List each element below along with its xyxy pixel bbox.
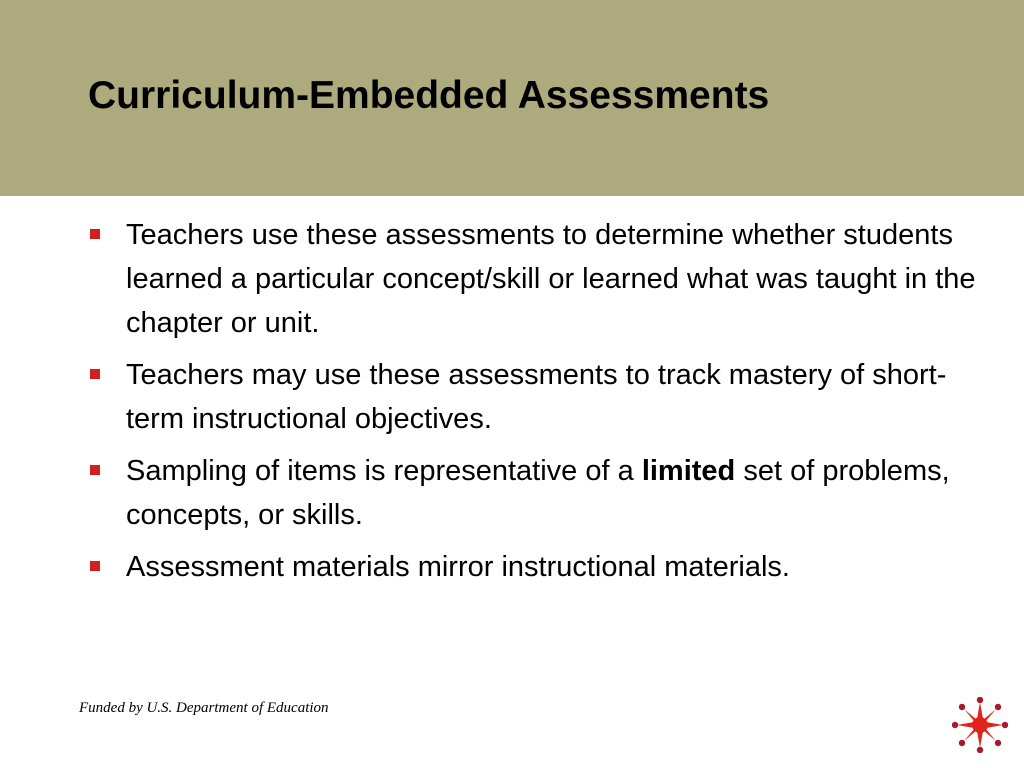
red-square-bullet-icon (90, 369, 100, 379)
bullet-list (90, 213, 990, 597)
bullet-item (90, 213, 990, 345)
red-square-bullet-icon (90, 561, 100, 571)
bullet-bold-text: limited (641, 455, 736, 487)
bullet-text (126, 545, 990, 589)
slide-title: Curriculum-Embedded Assessments (88, 74, 770, 117)
bullet-text (126, 213, 990, 345)
red-square-bullet-icon (90, 465, 100, 475)
bullet-text-part: Assessment materials mirror instructional materials. (126, 551, 790, 583)
bullet-item (90, 449, 990, 537)
red-square-bullet-icon (90, 229, 100, 239)
bullet-text-part: set of problems, concepts, or skills. (126, 455, 950, 531)
bullet-text (126, 449, 990, 537)
bullet-item (90, 545, 990, 589)
footer-credit: Funded by U.S. Department of Education (79, 700, 329, 716)
bullet-text-part: Teachers may use these assessments to track mastery of short-term instructional objectives. (126, 359, 947, 435)
bullet-text (126, 353, 990, 441)
logo-center (972, 717, 988, 733)
bullet-text-part: Sampling of items is representative of a (126, 455, 642, 487)
bullet-item (90, 353, 990, 441)
bullet-text-part: Teachers use these assessments to determine whether students learned a particular concept/skill or learned what was taught in the chapter or unit. (126, 219, 976, 339)
red-starburst-logo-icon (952, 697, 1008, 753)
